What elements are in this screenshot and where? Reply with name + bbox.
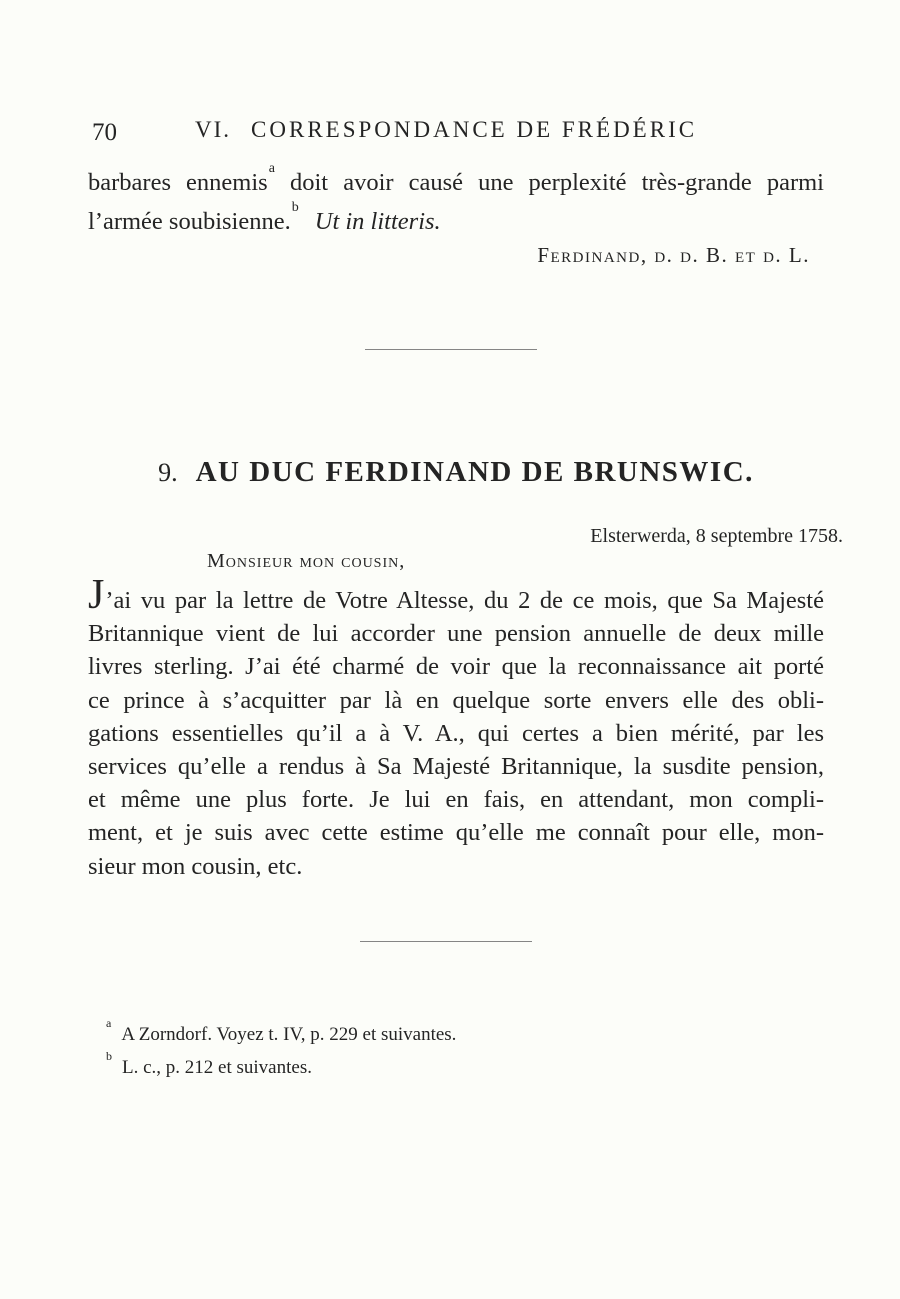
section-divider: [365, 349, 537, 350]
text-line: sieur mon cousin, etc.: [88, 852, 303, 880]
running-head-title: CORRESPONDANCE DE FRÉDÉRIC: [251, 117, 698, 142]
text-line: services qu’elle a rendus à Sa Majesté Britannique, la susdite pension,: [88, 753, 824, 781]
footnote-divider: [360, 941, 532, 942]
text-line: ment, et je suis avec cette estime qu’elle me connaît pour elle, mon-: [88, 819, 824, 847]
latin-phrase: Ut in litteris.: [314, 207, 441, 235]
footnote-ref-b: b: [291, 199, 299, 215]
letter-number: 9.: [158, 458, 178, 487]
text-line: et même une plus forte. Je lui en fais, en attendant, mon compli-: [88, 786, 824, 814]
text-line: barbares ennemis$^a$ doit avoir causé une perplexité très-grande parmi: [88, 161, 824, 197]
page-number: 70: [92, 119, 117, 146]
footnotes: [106, 1016, 456, 1082]
text-line: livres sterling. J’ai été charmé de voir que la reconnaissance ait porté: [88, 653, 824, 681]
running-head-chapter: VI.: [195, 117, 232, 142]
footnote-marker-b: b: [106, 1048, 112, 1063]
running-head: [195, 117, 697, 143]
dateline: Elsterwerda, 8 septembre 1758.: [590, 525, 843, 547]
footnote-marker-a: a: [106, 1016, 112, 1030]
text-line: gations essentielles qu’il a à V. A., qui certes a bien mérité, par les: [88, 719, 824, 747]
footnote-ref-a: a: [268, 161, 275, 176]
letter-signature: Ferdinand, d. d. B. et d. L.: [537, 243, 810, 267]
salutation: Monsieur mon cousin,: [207, 550, 406, 572]
letter-title: AU DUC FERDINAND DE BRUNSWIC.: [195, 456, 754, 488]
initial-capital: J: [88, 572, 105, 618]
text-line: ce prince à s’acquitter par là en quelque sorte envers elle des obli-: [88, 686, 824, 714]
footnote-a: $^a$A Zorndorf. Voyez t. IV, p. 229 et suivantes.: [106, 1016, 457, 1046]
carryover-paragraph: [88, 161, 824, 238]
footnote-b: $^b$L. c., p. 212 et suivantes.: [106, 1048, 312, 1079]
letter-body: [88, 572, 824, 883]
letter-heading: [88, 456, 824, 489]
text-line: Britannique vient de lui accorder une pension annuelle de deux mille: [88, 620, 824, 648]
text-line: l’armée soubisienne.$^b$Ut in litteris.: [88, 199, 441, 235]
text-line: J’ai vu par la lettre de Votre Altesse, du 2 de ce mois, que Sa Majesté: [88, 572, 824, 618]
